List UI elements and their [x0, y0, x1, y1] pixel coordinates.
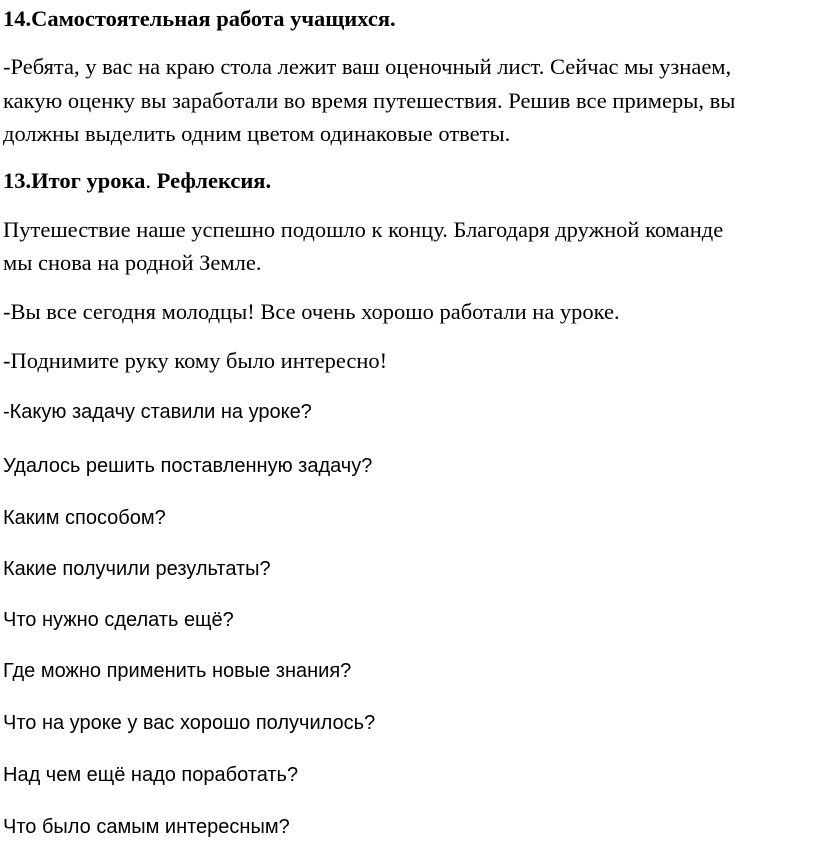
section-13-heading-part-1: 13.Итог урока [3, 168, 146, 193]
section-13-heading-part-2: Рефлексия. [156, 168, 272, 193]
question-1: -Какую задачу ставили на уроке? [3, 401, 312, 423]
section-13-heading-separator: . [145, 168, 157, 193]
section-13-paragraph-line-1: Путешествие наше успешно подошло к концу. Благодаря дружной команде [3, 217, 724, 242]
question-5: Что нужно сделать ещё? [3, 609, 234, 631]
section-14-heading: 14.Самостоятельная работа учащихся. [3, 6, 396, 31]
question-7: Что на уроке у вас хорошо получилось? [3, 712, 376, 734]
raise-hand-line: -Поднимите руку кому было интересно! [3, 348, 388, 373]
praise-line: -Вы все сегодня молодцы! Все очень хорошо работали на уроке. [3, 299, 620, 324]
question-8: Над чем ещё надо поработать? [3, 764, 299, 786]
question-2: Удалось решить поставленную задачу? [3, 455, 373, 477]
question-4: Какие получили результаты? [3, 558, 271, 580]
section-14-line-1: -Ребята, у вас на краю стола лежит ваш оценочный лист. Сейчас мы узнаем, [3, 54, 732, 79]
question-6: Где можно применить новые знания? [3, 660, 352, 682]
section-14-line-2: какую оценку вы заработали во время путешествия. Решив все примеры, вы [3, 88, 736, 113]
section-13-paragraph-line-2: мы снова на родной Земле. [3, 250, 262, 275]
question-9: Что было самым интересным? [3, 816, 290, 838]
section-14-line-3: должны выделить одним цветом одинаковые ответы. [3, 121, 511, 146]
question-3: Каким способом? [3, 507, 166, 529]
section-13-heading [3, 166, 271, 196]
